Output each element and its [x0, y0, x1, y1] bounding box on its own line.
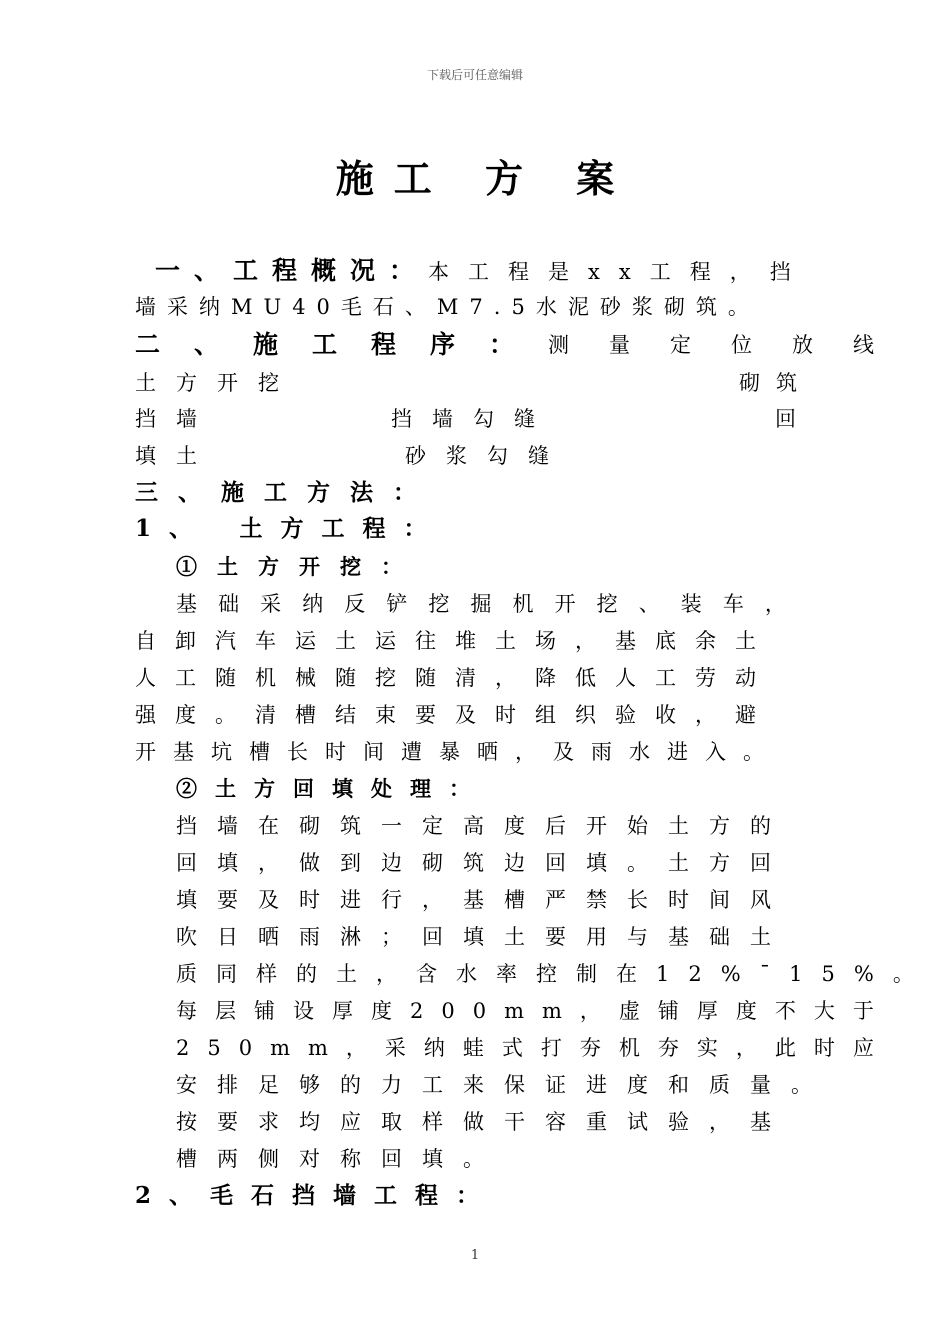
item-2-line-4: 吹日晒雨淋；回填土要用与基础土 — [176, 925, 791, 949]
section-2-line-3 — [135, 404, 815, 434]
section-1-heading: 一、工程概况： — [155, 256, 429, 285]
item-1-line-3: 人工随机械随挖随清，降低人工劳动 — [135, 666, 775, 690]
step-survey: 测量定位放线 — [548, 333, 915, 357]
page-number: 1 — [470, 1248, 480, 1263]
item-2-heading: ②土方回填处理： — [176, 776, 488, 801]
section-2-line-1 — [135, 330, 915, 360]
page-title: 施工 方 案 — [335, 156, 635, 201]
item-2-line-2: 回填，做到边砌筑边回填。土方回 — [176, 851, 791, 875]
step-masonry-b: 挡墙 — [135, 407, 217, 431]
section-1-line-1 — [155, 256, 810, 286]
item-1-line-4: 强度。清槽结束要及时组织验收，避 — [135, 703, 775, 727]
step-backfill-b: 填土 — [135, 444, 217, 468]
section-2-line-4 — [135, 441, 815, 471]
section-2-line-2 — [135, 368, 813, 398]
item-2-line-6: 每层铺设厚度200mm，虚铺厚度不大于 — [176, 999, 892, 1023]
step-pointing: 挡墙勾缝 — [391, 407, 555, 431]
subsection-1-heading: 1、 土方工程： — [135, 515, 445, 542]
item-2-line-5: 质同样的土，含水率控制在12%¯15%。 — [176, 962, 933, 986]
item-1-line-2: 自卸汽车运土运往堆土场，基底余土 — [135, 629, 775, 653]
section-1-intro: 本工程是xx工程，挡 — [428, 260, 810, 284]
item-1-line-1: 基 础 采 纳 反 铲 挖 掘 机 开 挖 、 装 车 ， — [176, 592, 786, 616]
item-2-line-10: 槽两侧对称回填。 — [176, 1147, 504, 1171]
step-masonry-a: 砌筑 — [739, 371, 813, 395]
section-3-heading: 三、施工方法： — [135, 479, 436, 506]
item-2-line-7: 250mm，采纳蛙式打夯机夯实，此时应 — [176, 1036, 892, 1060]
item-2-line-3: 填要及时进行，基槽严禁长时间风 — [176, 888, 791, 912]
subsection-2-heading: 2、毛石挡墙工程： — [135, 1182, 498, 1209]
item-2-line-9: 按要求均应取样做干容重试验，基 — [176, 1110, 791, 1134]
item-2-line-8: 安排足够的力工来保证进度和质量。 — [176, 1073, 832, 1097]
item-1-line-5: 开基坑槽长时间遭暴晒，及雨水进入。 — [135, 740, 781, 764]
step-excavation: 土方开挖 — [135, 371, 299, 395]
section-2-heading: 二、施工程序： — [135, 330, 549, 359]
header-note: 下载后可任意编辑 — [426, 68, 523, 82]
item-2-line-1: 挡墙在砌筑一定高度后开始土方的 — [176, 814, 791, 838]
section-1-line-2: 墙采纳MU40毛石、M7.5水泥砂浆砌筑。 — [135, 295, 760, 319]
step-mortar-pointing: 砂浆勾缝 — [405, 444, 569, 468]
step-backfill-a: 回 — [775, 407, 796, 431]
item-1-heading: ①土方开挖： — [176, 554, 422, 579]
